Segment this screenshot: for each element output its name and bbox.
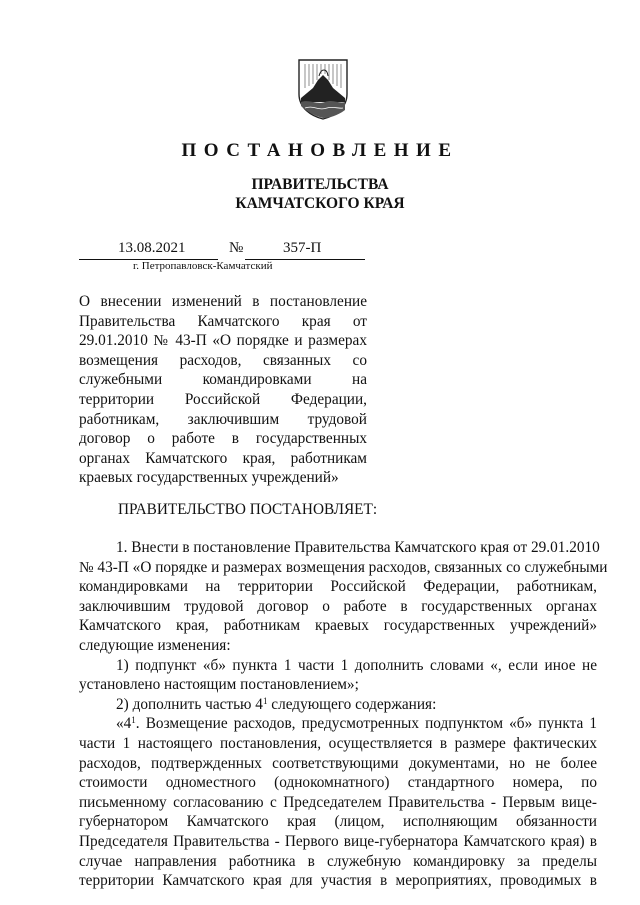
subject-line: О внесении изменений в постановление bbox=[79, 293, 367, 310]
body-line: следующие изменения: bbox=[79, 636, 231, 654]
body-line: территории Камчатского края для участия в мероприятиях, проводимых в bbox=[79, 872, 597, 890]
number-sign: № bbox=[229, 240, 244, 256]
body-line: письменному согласованию с Председателем Правительства - Первым вице- bbox=[79, 793, 597, 811]
subject-line: Правительства Камчатского края от bbox=[79, 312, 367, 330]
subject-line: краевых государственных учреждений» bbox=[79, 469, 339, 487]
body-line: случае направления работника в служебную командировку за пределы bbox=[79, 852, 597, 870]
decree-number: 357-П bbox=[283, 240, 322, 256]
body-line: расходов, подтвержденных соответствующими документами, но не более bbox=[79, 754, 597, 772]
body-line: 1. Внести в постановление Правительства Камчатского края от 29.01.2010 bbox=[116, 539, 600, 556]
body-line: № 43-П «О порядке и размерах возмещения расходов, связанных со служебными bbox=[79, 558, 608, 576]
city-label: г. Петропавловск-Камчатский bbox=[133, 260, 273, 272]
body-line: 1) подпункт «б» пункта 1 части 1 дополнить словами «, если иное не bbox=[116, 656, 597, 674]
subject-line: служебными командировками на bbox=[79, 371, 367, 389]
subject-line: территории Российской Федерации, bbox=[79, 390, 367, 408]
subject-line: работникам, заключившим трудовой bbox=[79, 410, 367, 428]
subject-line: органах Камчатского края, работникам bbox=[79, 449, 367, 467]
body-line: части 1 настоящего постановления, осуществляется в размере фактических bbox=[79, 734, 597, 752]
issuer-line-1: ПРАВИТЕЛЬСТВА bbox=[251, 176, 389, 193]
body-line: командировками на территории Российской Федерации, работникам, bbox=[79, 578, 597, 596]
body-text-fragment: . Возмещение расходов, предусмотренных подпунктом «б» пункта 1 bbox=[135, 715, 597, 733]
subject-line: 29.01.2010 № 43-П «О порядке и размерах bbox=[79, 332, 367, 350]
body-line: Камчатского края, работникам краевых государственных учреждений» bbox=[79, 617, 597, 635]
decree-clause: ПРАВИТЕЛЬСТВО ПОСТАНОВЛЯЕТ: bbox=[118, 501, 378, 518]
subject-line: возмещения расходов, связанных со bbox=[79, 351, 367, 369]
body-text-fragment: следующего содержания: bbox=[267, 695, 437, 713]
issuer-block bbox=[0, 175, 640, 213]
body-line: установлено настоящим постановлением»; bbox=[79, 676, 359, 694]
coat-of-arms-emblem bbox=[297, 58, 349, 120]
document-body bbox=[79, 538, 608, 891]
body-line bbox=[79, 714, 597, 734]
body-line: заключившим трудовой договор о работе в государственных органах bbox=[79, 597, 597, 615]
body-line: губернатором Камчатского края (лицом, исполняющим обязанности bbox=[79, 813, 597, 831]
superscript: 1 bbox=[131, 715, 136, 726]
body-line: стоимости одноместного (однокомнатного) стандартного номера, по bbox=[79, 774, 597, 792]
body-text-fragment: «4 bbox=[116, 715, 132, 733]
decree-subject bbox=[79, 292, 367, 488]
issuer-line-2: КАМЧАТСКОГО КРАЯ bbox=[235, 195, 405, 212]
body-text-fragment: 2) дополнить частью 4 bbox=[116, 695, 263, 713]
body-line bbox=[79, 695, 597, 715]
subject-line: договор о работе в государственных bbox=[79, 430, 367, 448]
superscript: 1 bbox=[262, 695, 268, 706]
document-title: ПОСТАНОВЛЕНИЕ bbox=[181, 140, 459, 161]
body-line: Председателя Правительства - Первого вице-губернатора Камчатского края) в bbox=[79, 832, 597, 850]
decree-date: 13.08.2021 bbox=[118, 240, 186, 256]
